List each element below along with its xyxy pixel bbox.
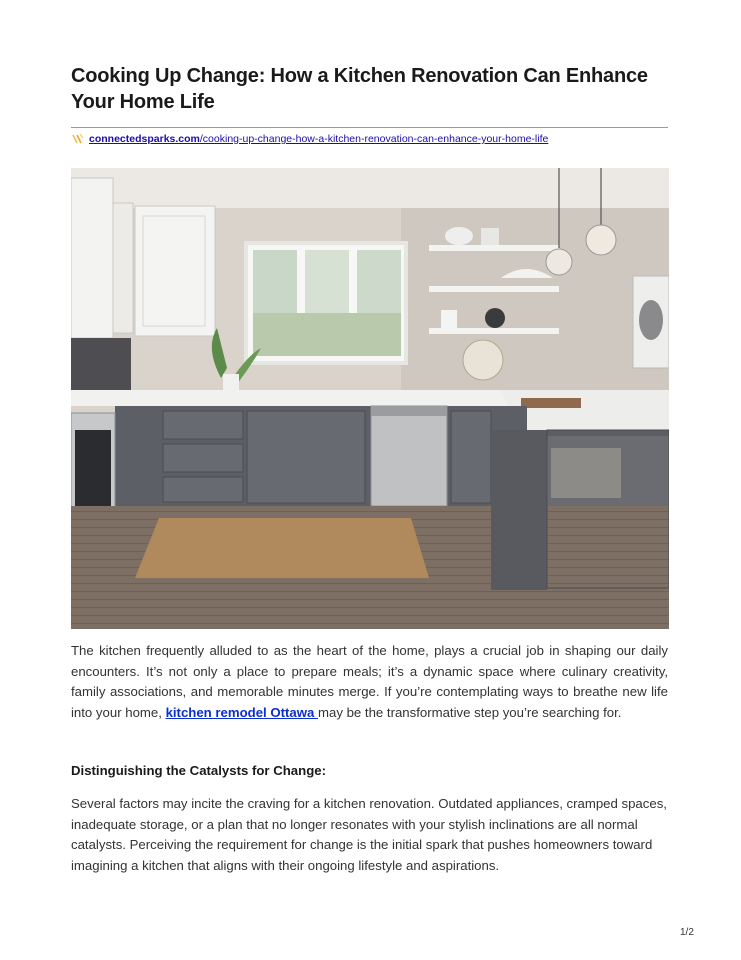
intro-paragraph — [71, 641, 668, 723]
source-link[interactable] — [89, 133, 548, 145]
source-path: /cooking-up-change-how-a-kitchen-renovation-can-enhance-your-home-life — [199, 133, 549, 145]
kitchen-hero-image — [71, 168, 669, 629]
page-number: 1/2 — [680, 927, 694, 938]
intro-text-after: may be the transformative step you’re searching for. — [318, 704, 622, 720]
kitchen-remodel-link[interactable]: kitchen remodel Ottawa — [165, 704, 318, 720]
source-line — [71, 132, 548, 146]
source-host: connectedsparks.com — [89, 133, 200, 145]
site-favicon-icon — [71, 132, 85, 146]
section-paragraph: Several factors may incite the craving for a kitchen renovation. Outdated appliances, cramped spaces, inadequate storage, or a plan that no longer resonates with your stylish inclinations are all normal catalysts. Perceiving the requirement for change is the initial spark that pushes homeowners toward imagining a kitchen that aligns with their ongoing lifestyle and aspirations. — [71, 796, 667, 873]
page-title: Cooking Up Change: How a Kitchen Renovation Can Enhance Your Home Life — [71, 65, 648, 113]
section-heading: Distinguishing the Catalysts for Change: — [71, 763, 326, 778]
title-divider — [71, 127, 668, 128]
kitchen-illustration — [71, 168, 669, 629]
intro-text-before: The kitchen frequently alluded to as the heart of the home, plays a crucial job in shaping our daily encounters. It’s not only a place to prepare meals; it’s a dynamic space where culinary creativity, family associations, and memorable minutes merge. If you’re contemplating ways to breathe new life into your home, — [71, 643, 668, 720]
